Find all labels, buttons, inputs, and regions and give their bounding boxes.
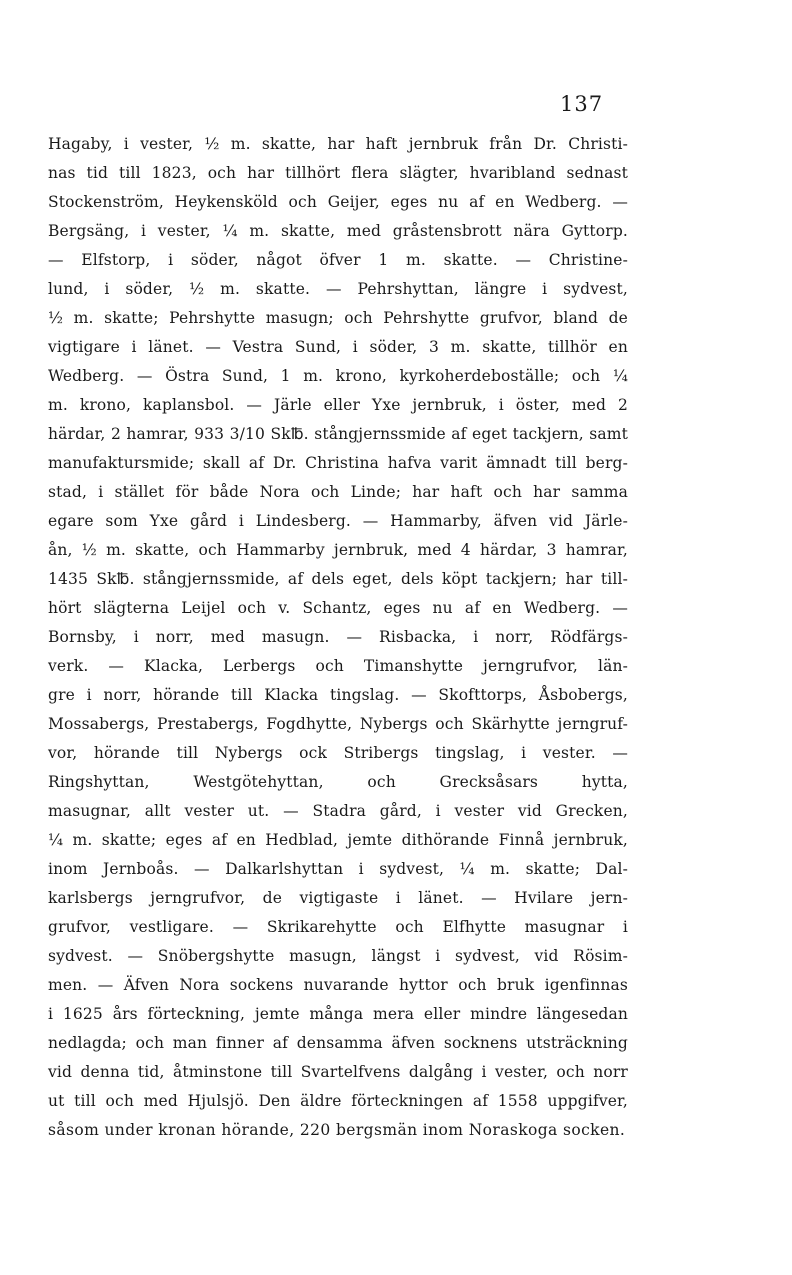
text-line: — Elfstorp, i söder, något öfver 1 m. skatte. — Christine- (48, 251, 628, 269)
text-line: såsom under kronan hörande, 220 bergsmän inom Noraskoga socken. (48, 1121, 626, 1139)
text-line: egare som Yxe gård i Lindesberg. — Hammarby, äfven vid Järle- (48, 512, 628, 530)
text-line: karlsbergs jerngrufvor, de vigtigaste i länet. — Hvilare jern- (48, 889, 628, 907)
text-line: Bornsby, i norr, med masugn. — Risbacka, i norr, Rödfärgs- (48, 628, 628, 646)
text-line: lund, i söder, ½ m. skatte. — Pehrshyttan, längre i sydvest, (48, 280, 628, 298)
page-number: 137 (560, 92, 604, 116)
text-line: i 1625 års förteckning, jemte många mera eller mindre längesedan (48, 1005, 628, 1023)
text-line: Ringshyttan, Westgötehyttan, och Grecksåsars hytta, (48, 773, 628, 791)
text-line: Mossabergs, Prestabergs, Fogdhytte, Nybergs och Skärhytte jerngruf- (48, 715, 628, 733)
text-line: verk. — Klacka, Lerbergs och Timanshytte jerngrufvor, län- (48, 657, 628, 675)
text-line: ½ m. skatte; Pehrshytte masugn; och Pehrshytte grufvor, bland de (48, 309, 628, 327)
text-line: inom Jernboås. — Dalkarlshyttan i sydvest, ¼ m. skatte; Dal- (48, 860, 628, 878)
text-line: Stockenström, Heykensköld och Geijer, eges nu af en Wedberg. — (48, 193, 628, 211)
text-line: grufvor, vestligare. — Skrikarehytte och Elfhytte masugnar i (48, 918, 628, 936)
text-line: Wedberg. — Östra Sund, 1 m. krono, kyrkoherdeboställe; och ¼ (48, 367, 628, 385)
text-line: Hagaby, i vester, ½ m. skatte, har haft jernbruk från Dr. Christi- (48, 135, 628, 153)
text-line: Bergsäng, i vester, ¼ m. skatte, med gråstensbrott nära Gyttorp. (48, 222, 628, 240)
text-line: nedlagda; och man finner af densamma äfven socknens utsträckning (48, 1034, 628, 1052)
text-line: hört slägterna Leijel och v. Schantz, eges nu af en Wedberg. — (48, 599, 628, 617)
text-line: härdar, 2 hamrar, 933 3/10 Sk℔. stångjernssmide af eget tackjern, samt (48, 425, 628, 443)
text-line: 1435 Sk℔. stångjernssmide, af dels eget, dels köpt tackjern; har till- (48, 570, 628, 588)
text-line: stad, i stället för både Nora och Linde; har haft och har samma (48, 483, 628, 501)
text-line: masugnar, allt vester ut. — Stadra gård, i vester vid Grecken, (48, 802, 628, 820)
text-line: m. krono, kaplansbol. — Järle eller Yxe jernbruk, i öster, med 2 (48, 396, 628, 414)
text-line: ån, ½ m. skatte, och Hammarby jernbruk, med 4 härdar, 3 hamrar, (48, 541, 628, 559)
text-line: men. — Äfven Nora sockens nuvarande hyttor och bruk igenfinnas (48, 976, 628, 994)
text-line: manufaktursmide; skall af Dr. Christina hafva varit ämnadt till berg- (48, 454, 628, 472)
body-text (48, 130, 628, 1145)
text-line: vid denna tid, åtminstone till Svartelfvens dalgång i vester, och norr (48, 1063, 628, 1081)
text-line: gre i norr, hörande till Klacka tingslag. — Skofttorps, Åsbobergs, (48, 686, 628, 704)
text-line: vigtigare i länet. — Vestra Sund, i söder, 3 m. skatte, tillhör en (48, 338, 628, 356)
text-line: sydvest. — Snöbergshytte masugn, längst i sydvest, vid Rösim- (48, 947, 628, 965)
text-line: vor, hörande till Nybergs ock Stribergs tingslag, i vester. — (48, 744, 628, 762)
text-line: ¼ m. skatte; eges af en Hedblad, jemte dithörande Finnå jernbruk, (48, 831, 628, 849)
text-line: ut till och med Hjulsjö. Den äldre förteckningen af 1558 uppgifver, (48, 1092, 628, 1110)
text-line: nas tid till 1823, och har tillhört flera slägter, hvaribland sednast (48, 164, 628, 182)
